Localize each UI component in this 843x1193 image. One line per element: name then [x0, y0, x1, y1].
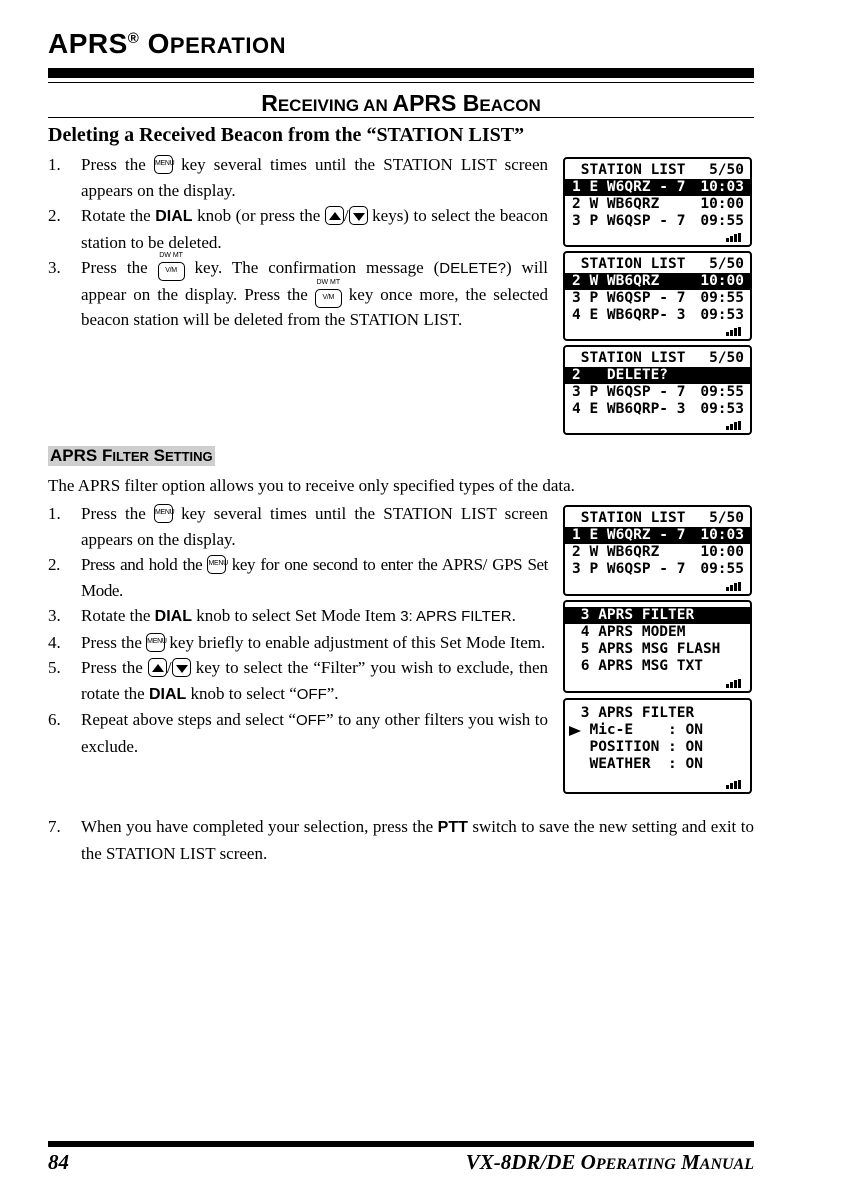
delete-step-1: 1. Press the MENU key several times until the STATION LIST screen appears on the display.: [48, 155, 548, 200]
filter-step-6: 6. Repeat above steps and select “OFF” to any other filters you wish to exclude.: [48, 710, 548, 756]
lcd-station-list-2: [563, 251, 752, 341]
battery-icon: [726, 233, 744, 242]
lcd-station-list-1: [563, 157, 752, 247]
filter-step-7-block: [48, 814, 754, 866]
lcd-row: 2 W WB6QRZ 10:00: [572, 544, 744, 560]
subhead: Deleting a Received Beacon from the “STATION LIST”: [48, 124, 525, 146]
lcd-row-selected: 1 E W6QRZ - 7 10:03: [565, 179, 750, 196]
battery-icon: [726, 327, 744, 336]
battery-icon: [726, 780, 744, 789]
lcd-row: 3 P W6QSP - 7 09:55: [572, 213, 744, 229]
lcd-row: STATION LIST 5/50: [572, 510, 744, 526]
delete-steps: [48, 152, 548, 333]
section-rule: [48, 117, 754, 118]
down-key-icon: [349, 206, 368, 225]
lcd-row-selected: 2 W WB6QRZ 10:00: [565, 273, 750, 290]
filter-intro: The APRS filter option allows you to receive only specified types of the data.: [48, 476, 575, 495]
lcd-row: 3 P W6QSP - 7 09:55: [572, 290, 744, 306]
lcd-row: 2 W WB6QRZ 10:00: [572, 196, 744, 212]
lcd-row: 3 P W6QSP - 7 09:55: [572, 561, 744, 577]
filter-step-7: 7. When you have completed your selection, press the PTT switch to save the new setting and exit to the STATION LIST screen.: [48, 817, 755, 863]
lcd-aprs-filter: [563, 698, 752, 794]
up-key-icon: [325, 206, 344, 225]
selection-arrow-icon: [569, 726, 581, 736]
lcd-row-selected: 2 DELETE?: [565, 367, 750, 384]
menu-key-icon: MENU: [146, 633, 165, 652]
filter-heading: APRS FILTER SETTING: [50, 446, 213, 465]
filter-step-3: 3. Rotate the DIAL knob to select Set Mode Item 3: APRS FILTER.: [48, 606, 516, 625]
lcd-row: 4 APRS MODEM: [572, 624, 686, 640]
lcd-row: 5 APRS MSG FLASH: [572, 641, 721, 657]
section-title: RECEIVING AN APRS BEACON: [261, 90, 541, 116]
lcd-row: STATION LIST 5/50: [572, 162, 744, 178]
delete-step-2: 2. Rotate the DIAL knob (or press the / keys) to select the beacon station to be deleted.: [48, 206, 548, 252]
lcd-row: Mic-E : ON: [565, 722, 750, 739]
filter-step-2: 2. Press and hold the MENU key for one second to enter the APRS/ GPS Set Mode.: [48, 555, 548, 600]
vm-key-icon: DW MT V/M: [315, 286, 342, 305]
filter-steps: [48, 501, 548, 759]
lcd-row-selected: 3 APRS FILTER: [565, 607, 750, 624]
header-rule: [48, 68, 754, 78]
lcd-row: 3 P W6QSP - 7 09:55: [572, 384, 744, 400]
lcd-row: STATION LIST 5/50: [572, 350, 744, 366]
lcd-row: 3 APRS FILTER: [572, 705, 695, 721]
lcd-row: WEATHER : ON: [572, 756, 703, 772]
filter-step-4: 4. Press the MENU key briefly to enable adjustment of this Set Mode Item.: [48, 632, 546, 652]
menu-key-icon: MENU: [154, 155, 173, 174]
header-rule-thin: [48, 82, 754, 83]
manual-title: VX-8DR/DE OPERATING MANUAL: [465, 1150, 754, 1174]
down-key-icon: [172, 658, 191, 677]
lcd-row: POSITION : ON: [572, 739, 703, 755]
chapter-title: APRS® OPERATION: [48, 28, 286, 59]
delete-step-3: 3. Press the DW MT V/M key. The confirmation message (DELETE?) will appear on the display. Press the DW MT V/M key once more, the selected beacon station will be deleted from the STATION LIST.: [48, 252, 548, 329]
page-number: 84: [48, 1150, 69, 1174]
lcd-row: 4 E WB6QRP- 3 09:53: [572, 307, 744, 323]
lcd-set-mode-menu: [563, 600, 752, 693]
battery-icon: [726, 582, 744, 591]
filter-step-1: 1. Press the MENU key several times until the STATION LIST screen appears on the display.: [48, 504, 548, 549]
lcd-row: 4 E WB6QRP- 3 09:53: [572, 401, 744, 417]
lcd-row: 6 APRS MSG TXT: [572, 658, 703, 674]
battery-icon: [726, 679, 744, 688]
lcd-station-list-3: [563, 505, 752, 596]
menu-key-icon: MENU: [207, 555, 226, 574]
vm-key-icon: DW MT V/M: [158, 259, 185, 278]
filter-step-5: 5. Press the / key to select the “Filter” you wish to exclude, then rotate the DIAL knob to select “OFF”.: [48, 658, 548, 703]
lcd-delete-confirm: [563, 345, 752, 435]
battery-icon: [726, 421, 744, 430]
footer-rule: [48, 1141, 754, 1147]
lcd-row: STATION LIST 5/50: [572, 256, 744, 272]
up-key-icon: [148, 658, 167, 677]
lcd-row-selected: 1 E W6QRZ - 7 10:03: [565, 527, 750, 544]
menu-key-icon: MENU: [154, 504, 173, 523]
